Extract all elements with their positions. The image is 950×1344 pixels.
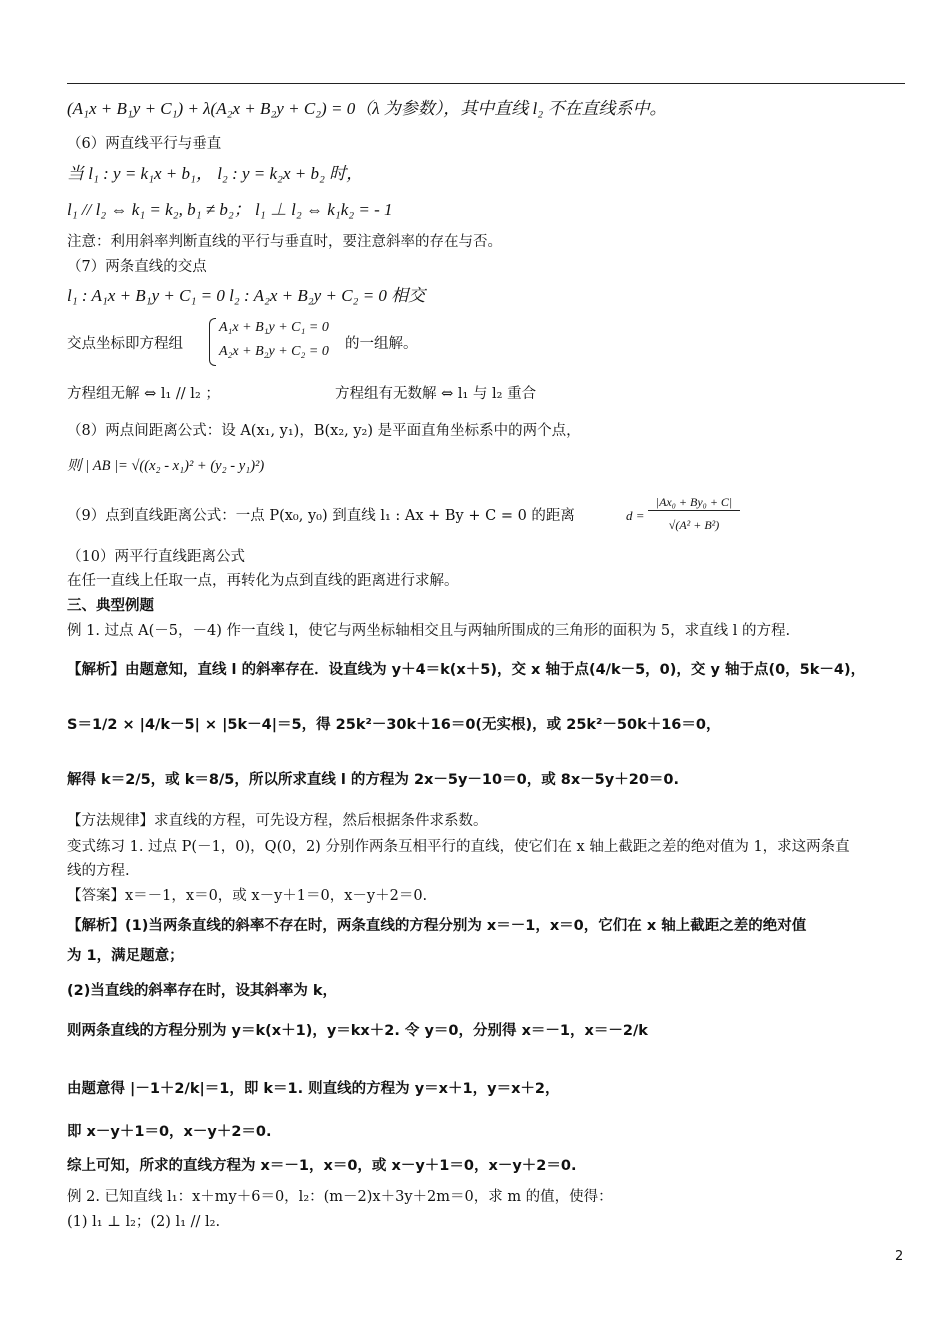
example-1-solution-line-2: S＝1/2 × |4/k－5| × |5k－4|＝5，得 25k²－30k＋16＝0(无实根)，或 25k²－50k＋16＝0，: [67, 717, 721, 733]
note-line: 注意：利用斜率判断直线的平行与垂直时，要注意斜率的存在与否。: [67, 234, 502, 250]
parallel-perpendicular-condition: l₁ // l₂ ⇔ k₁ = k₂, b₁ ≠ b₂； l₁ ⊥ l₂ ⇔ k₁k₂ = - 1: [67, 200, 393, 219]
example-2-parts: (1) l₁ ⊥ l₂；(2) l₁ // l₂.: [67, 1214, 221, 1230]
section-3-heading: 三、典型例题: [67, 598, 154, 614]
infinite-solution-condition: 方程组有无数解 ⇔ l₁ 与 l₂ 重合: [335, 386, 537, 402]
method-rule: 【方法规律】求直线的方程，可先设方程，然后根据条件求系数。: [67, 813, 488, 829]
no-solution-condition: 方程组无解 ⇔ l₁ // l₂ ；: [67, 386, 220, 402]
system-equation-2: A₂x + B₂y + C₂ = 0: [219, 344, 329, 359]
section-9-point-line-distance: （9）点到直线距离公式：一点 P(x₀, y₀) 到直线 l₁ : Ax + By + C = 0 的距离: [67, 508, 575, 524]
exercise-solution-line-5: 由题意得 |－1＋2/k|＝1，即 k＝1. 则直线的方程为 y＝x＋1，y＝x＋2，: [67, 1081, 560, 1097]
answer-line: 【答案】x＝－1，x＝0，或 x－y＋1＝0，x－y＋2＝0.: [67, 888, 428, 904]
system-equation-1: A₁x + B₁y + C₁ = 0: [219, 320, 329, 335]
section-7-heading: （7）两条直线的交点: [67, 259, 207, 275]
section-6-heading: （6）两直线平行与垂直: [67, 136, 222, 152]
section-10-heading: （10）两平行直线距离公式: [67, 549, 245, 565]
system-intro-text: 交点坐标即方程组: [67, 336, 183, 352]
variant-exercise-1-line-2: 线的方程.: [67, 863, 130, 879]
exercise-solution-line-4: 则两条直线的方程分别为 y＝k(x＋1)，y＝kx＋2. 令 y＝0，分别得 x＝－1，x＝－2/k: [67, 1023, 648, 1039]
example-1-solution-line-3: 解得 k＝2/5，或 k＝8/5，所以所求直线 l 的方程为 2x－5y－10＝0，或 8x－5y＋20＝0.: [67, 772, 679, 788]
header-rule: [67, 83, 905, 84]
section-10-text: 在任一直线上任取一点，再转化为点到直线的距离进行求解。: [67, 573, 459, 589]
distance-formula: 则 | AB |= √((x₂ - x₁)² + (y₂ - y₁)²): [67, 458, 265, 474]
intersect-lines-statement: l₁ : A₁x + B₁y + C₁ = 0 l₂ : A₂x + B₂y + C₂ = 0 相交: [67, 286, 426, 305]
line-family-formula: (A₁x + B₁y + C₁) + λ(A₂x + B₂y + C₂) = 0（λ 为参数），其中直线 l₂ 不在直线系中。: [67, 99, 667, 118]
page-number: 2: [895, 1249, 904, 1264]
section-8-distance-formula: （8）两点间距离公式：设 A(x₁, y₁)，B(x₂, y₂) 是平面直角坐标系中的两个点，: [67, 423, 581, 439]
exercise-solution-line-3: (2)当直线的斜率存在时，设其斜率为 k，: [67, 983, 338, 999]
example-1-problem: 例 1. 过点 A(－5，－4) 作一直线 l，使它与两坐标轴相交且与两轴所围成的三角形的面积为 5，求直线 l 的方程.: [67, 623, 791, 639]
variant-exercise-1-line-1: 变式练习 1. 过点 P(－1，0)，Q(0，2) 分别作两条互相平行的直线，使它们在 x 轴上截距之差的绝对值为 1，求这两条直: [67, 839, 850, 855]
system-brace: [209, 318, 216, 366]
system-outro-text: 的一组解。: [345, 336, 418, 352]
distance-d-label: d =: [626, 508, 645, 523]
distance-numerator: |Ax₀ + By₀ + C|: [648, 495, 740, 511]
exercise-solution-conclusion: 综上可知，所求的直线方程为 x＝－1，x＝0，或 x－y＋1＝0，x－y＋2＝0.: [67, 1158, 577, 1174]
exercise-solution-line-2: 为 1，满足题意；: [67, 948, 184, 964]
example-2-problem: 例 2. 已知直线 l₁：x＋my＋6＝0，l₂：(m－2)x＋3y＋2m＝0，求 m 的值，使得：: [67, 1189, 613, 1205]
example-1-solution-line-1: 【解析】由题意知，直线 l 的斜率存在．设直线为 y＋4＝k(x＋5)，交 x 轴于点(4/k－5，0)，交 y 轴于点(0，5k－4)，: [67, 662, 866, 678]
slope-form-statement: 当 l₁ : y = k₁x + b₁， l₂ : y = k₂x + b₂ 时，: [67, 164, 364, 183]
distance-denominator: √(A² + B²): [668, 518, 720, 532]
exercise-solution-line-6: 即 x－y＋1＝0，x－y＋2＝0.: [67, 1124, 272, 1140]
exercise-solution-line-1: 【解析】(1)当两条直线的斜率不存在时，两条直线的方程分别为 x＝－1，x＝0，它们在 x 轴上截距之差的绝对值: [67, 918, 807, 934]
